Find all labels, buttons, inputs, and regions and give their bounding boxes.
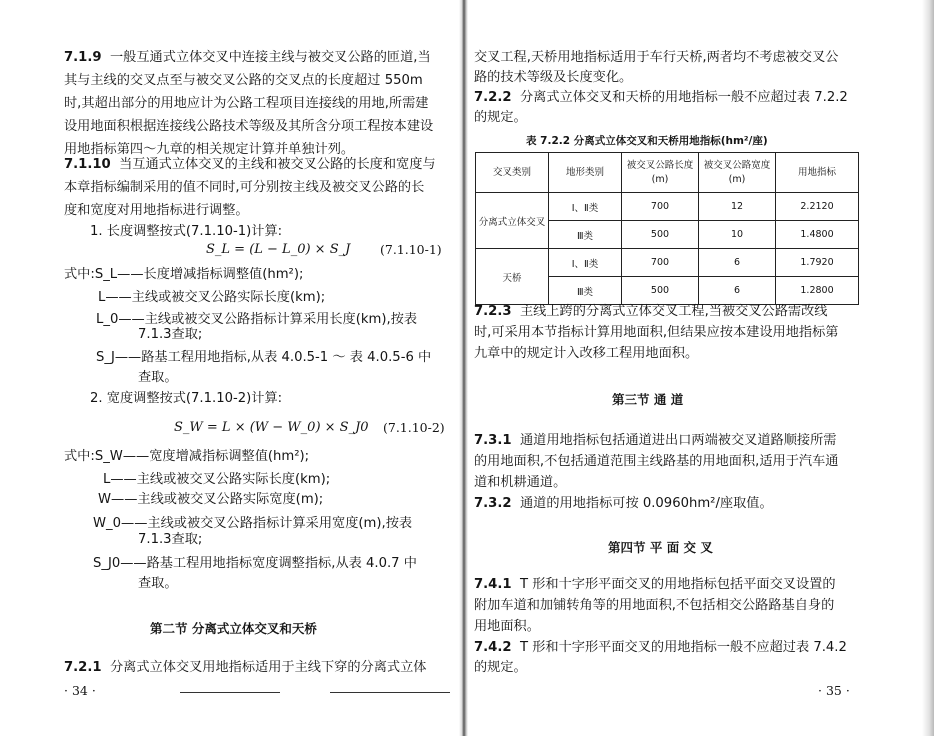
table-cell: 10 bbox=[699, 221, 776, 249]
clause-7-4-2-line-1: 7.4.2 T 形和十字形平面交叉的用地指标一般不应超过表 7.4.2 bbox=[474, 640, 847, 655]
where-1-line-4: 7.1.3查取; bbox=[138, 327, 203, 342]
where-2-line-3: W——主线或被交叉公路实际宽度(m); bbox=[98, 492, 324, 507]
clause-7-1-9-line-1: 7.1.9 一般互通式立体交叉中连接主线与被交叉公路的匝道,当 bbox=[64, 50, 431, 65]
book-gutter bbox=[459, 0, 468, 736]
formula-7-1-10-1-number: (7.1.10-1) bbox=[380, 242, 442, 257]
table-header-row bbox=[476, 153, 859, 193]
header-land-index: 用地指标 bbox=[776, 153, 859, 193]
formula-7-1-10-2: S_W = L × (W − W_0) × S_J0 bbox=[174, 420, 369, 435]
clause-7-2-2-line-2: 的规定。 bbox=[474, 110, 527, 125]
left-page-number: · 34 · bbox=[64, 683, 96, 698]
scan-line-left-2 bbox=[330, 692, 450, 693]
header-width: 被交叉公路宽度(m) bbox=[699, 153, 776, 193]
where-1-line-3: L_0——主线或被交叉公路指标计算采用长度(km),按表 bbox=[96, 312, 418, 327]
table-cell: 500 bbox=[622, 277, 699, 305]
where-2-line-5: 7.1.3查取; bbox=[138, 532, 203, 547]
table-cell: 1.4800 bbox=[776, 221, 859, 249]
clause-7-4-1-line-2: 附加车道和加铺转角等的用地面积,不包括相交公路路基自身的 bbox=[474, 598, 835, 613]
right-page-number: · 35 · bbox=[818, 683, 850, 698]
scan-line-left bbox=[180, 692, 280, 693]
clause-7-4-1-line-3: 用地面积。 bbox=[474, 619, 540, 634]
clause-7-2-3-line-2: 时,可采用本节指标计算用地面积,但结果应按本建设用地指标第 bbox=[474, 325, 839, 340]
table-cell: 1.2800 bbox=[776, 277, 859, 305]
group-separated-interchange: 分离式立体交叉 bbox=[476, 193, 549, 249]
table-row bbox=[476, 193, 859, 221]
clause-7-1-9-line-4: 设用地面积根据连接线公路技术等级及其所含分项工程按本建设 bbox=[64, 119, 434, 134]
group-flyover: 天桥 bbox=[476, 249, 549, 305]
where-1-line-1: 式中:S_L——长度增减指标调整值(hm²); bbox=[64, 267, 304, 282]
where-2-line-4: W_0——主线或被交叉公路指标计算采用宽度(m),按表 bbox=[93, 516, 413, 531]
clause-7-1-9-line-3: 时,其超出部分的用地应计为公路工程项目连接线的用地,所需建 bbox=[64, 96, 429, 111]
clause-7-3-2-line-1: 7.3.2 通道的用地指标可按 0.0960hm²/座取值。 bbox=[474, 496, 773, 511]
clause-7-3-1-line-1: 7.3.1 通道用地指标包括通道进出口两端被交叉道路顺接所需 bbox=[474, 433, 837, 448]
table-cell: 700 bbox=[622, 193, 699, 221]
where-1-line-6: 查取。 bbox=[138, 370, 178, 385]
table-cell: 1.7920 bbox=[776, 249, 859, 277]
clause-7-3-1-line-2: 的用地面积,不包括通道范围主线路基的用地面积,适用于汽车通 bbox=[474, 454, 839, 469]
table-cell: 6 bbox=[699, 249, 776, 277]
clause-7-1-10-line-1: 7.1.10 当互通式立体交叉的主线和被交叉公路的长度和宽度与 bbox=[64, 157, 436, 172]
clause-7-4-2-line-2: 的规定。 bbox=[474, 660, 527, 675]
table-cell: 6 bbox=[699, 277, 776, 305]
where-2-line-7: 查取。 bbox=[138, 576, 178, 591]
table-row bbox=[476, 249, 859, 277]
table-cell: 700 bbox=[622, 249, 699, 277]
clause-7-1-9-line-5: 用地指标第四～九章的相关规定计算并单独计列。 bbox=[64, 142, 355, 157]
item-1-length-adjust: 1. 长度调整按式(7.1.10-1)计算: bbox=[90, 224, 283, 239]
table-cell: 2.2120 bbox=[776, 193, 859, 221]
table-cell: 500 bbox=[622, 221, 699, 249]
table-cell: Ⅰ、Ⅱ类 bbox=[549, 193, 622, 221]
clause-7-2-3-line-1: 7.2.3 主线上跨的分离式立体交叉工程,当被交叉公路需改线 bbox=[474, 304, 828, 319]
table-cell: Ⅲ类 bbox=[549, 221, 622, 249]
item-2-width-adjust: 2. 宽度调整按式(7.1.10-2)计算: bbox=[90, 391, 283, 406]
where-2-line-1: 式中:S_W——宽度增减指标调整值(hm²); bbox=[64, 449, 310, 464]
where-2-line-2: L——主线或被交叉公路实际长度(km); bbox=[103, 472, 331, 487]
clause-7-2-2-line-1: 7.2.2 分离式立体交叉和天桥的用地指标一般不应超过表 7.2.2 bbox=[474, 90, 848, 105]
header-cross-type: 交叉类别 bbox=[476, 153, 549, 193]
clause-7-2-1-line-3: 路的技术等级及长度变化。 bbox=[474, 70, 633, 85]
clause-7-1-10-line-3: 度和宽度对用地指标进行调整。 bbox=[64, 203, 249, 218]
where-2-line-6: S_J0——路基工程用地指标宽度调整指标,从表 4.0.7 中 bbox=[93, 556, 417, 571]
table-7-2-2-caption: 表 7.2.2 分离式立体交叉和天桥用地指标(hm²/座) bbox=[526, 135, 768, 147]
section-4-title: 第四节 平 面 交 叉 bbox=[608, 540, 713, 555]
table-7-2-2 bbox=[475, 152, 859, 305]
header-terrain: 地形类别 bbox=[549, 153, 622, 193]
formula-7-1-10-1: S_L = (L − L_0) × S_J bbox=[206, 242, 351, 257]
clause-7-2-1-line-1: 7.2.1 分离式立体交叉用地指标适用于主线下穿的分离式立体 bbox=[64, 660, 427, 675]
page-edge bbox=[922, 0, 934, 736]
where-1-line-5: S_J——路基工程用地指标,从表 4.0.5-1 ～ 表 4.0.5-6 中 bbox=[96, 350, 432, 365]
table-cell: Ⅲ类 bbox=[549, 277, 622, 305]
table-cell: Ⅰ、Ⅱ类 bbox=[549, 249, 622, 277]
where-1-line-2: L——主线或被交叉公路实际长度(km); bbox=[98, 290, 326, 305]
clause-7-4-1-line-1: 7.4.1 T 形和十字形平面交叉的用地指标包括平面交叉设置的 bbox=[474, 577, 836, 592]
table-cell: 12 bbox=[699, 193, 776, 221]
clause-7-2-3-line-3: 九章中的规定计入改移工程用地面积。 bbox=[474, 346, 699, 361]
section-3-title: 第三节 通 道 bbox=[612, 392, 684, 407]
clause-7-3-1-line-3: 道和机耕通道。 bbox=[474, 475, 567, 490]
clause-7-1-10-line-2: 本章指标编制采用的值不同时,可分别按主线及被交叉公路的长 bbox=[64, 180, 425, 195]
header-length: 被交叉公路长度(m) bbox=[622, 153, 699, 193]
formula-7-1-10-2-number: (7.1.10-2) bbox=[383, 420, 445, 435]
section-2-title: 第二节 分离式立体交叉和天桥 bbox=[150, 621, 317, 636]
clause-7-2-1-line-2: 交叉工程,天桥用地指标适用于车行天桥,两者均不考虑被交叉公 bbox=[474, 50, 839, 65]
clause-7-1-9-line-2: 其与主线的交叉点至与被交叉公路的交叉点的长度超过 550m bbox=[64, 73, 423, 88]
